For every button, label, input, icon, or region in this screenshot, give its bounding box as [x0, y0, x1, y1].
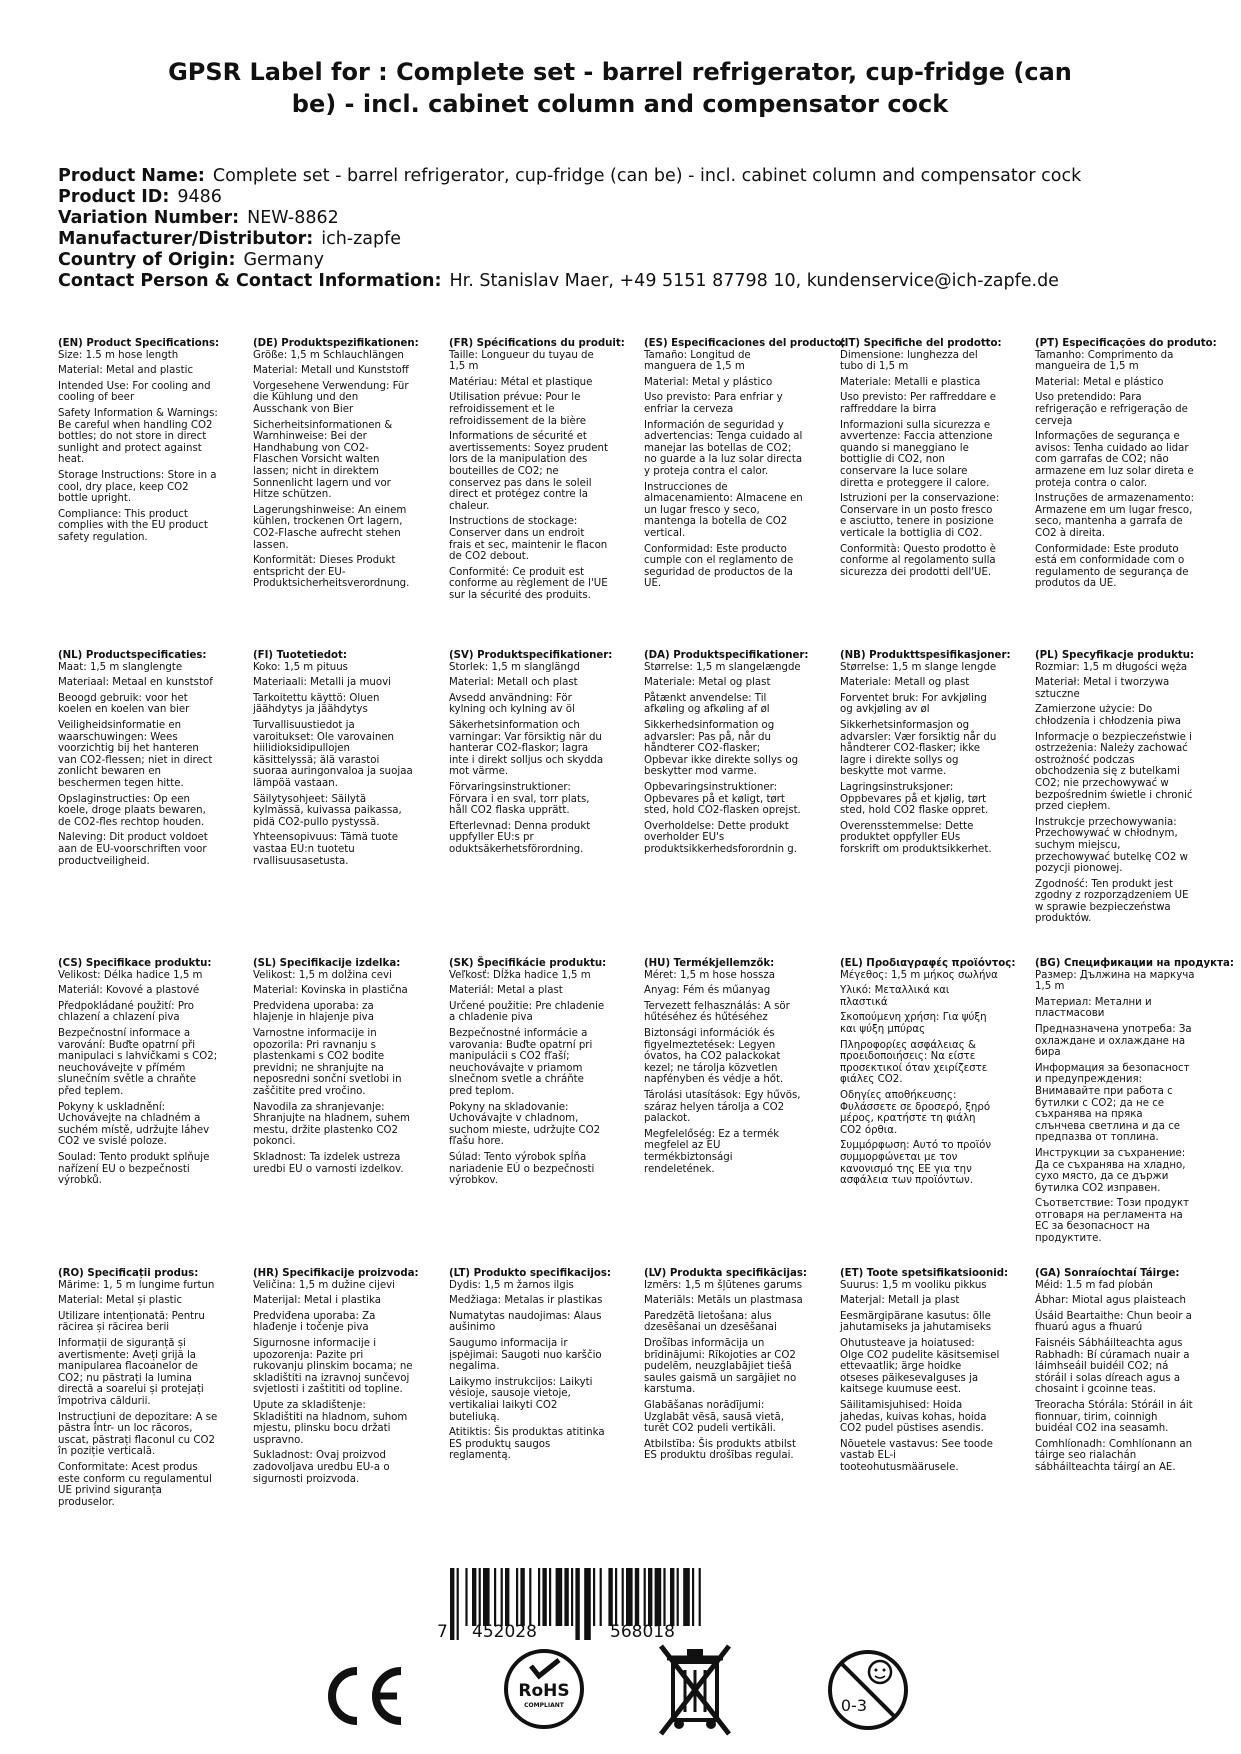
spec-item: Påtænkt anvendelse: Til afkøling og afkøling af øl — [644, 692, 770, 716]
spec-item: Taille: Longueur du tuyau de 1,5 m — [449, 349, 594, 373]
spec-item: Materiaal: Metaal en kunststof — [58, 677, 213, 689]
barcode-bar — [644, 1568, 646, 1626]
spec-item: Instrucțiuni de depozitare: A se păstra într- un loc răcoros, uscat, păstrați flaconul cu CO2 în poziție verticală. — [58, 1411, 218, 1458]
info-label: Product Name: — [58, 166, 205, 186]
spec-item: Súlad: Tento výrobok spĺňa nariadenie EÚ o bezpečnosti výrobkov. — [449, 1151, 595, 1187]
spec-item: Tamanho: Comprimento da mangueira de 1,5 m — [1035, 349, 1174, 373]
spec-item: Naleving: Dit product voldoet aan de EU-voorschriften voor productveiligheid. — [58, 832, 208, 867]
spec-block — [449, 1268, 609, 1466]
contact-row — [58, 271, 1208, 292]
spec-item: Předpokládané použití: Pro chlazení a chlazení piva — [58, 1000, 194, 1024]
spec-block — [58, 650, 218, 871]
spec-item: Méid: 1.5 m fad píobán — [1035, 1279, 1153, 1291]
barcode-bar — [494, 1568, 496, 1626]
spec-item: Veiligheidsinformatie en waarschuwingen: Wees voorzichtig bij het hanteren van CO2-flessen; niet in direct zonlicht bewaren en beschermen tegen hitte. — [58, 719, 213, 789]
spec-heading: (GA) Sonraíochtaí Táirge: — [1035, 1268, 1180, 1279]
rohs-compliant-icon — [503, 1648, 585, 1730]
info-label: Country of Origin: — [58, 250, 236, 270]
spec-item: Размер: Дължина на маркуча 1,5 m — [1035, 969, 1195, 993]
spec-block — [1035, 338, 1217, 594]
spec-block — [644, 650, 809, 860]
spec-item: Storlek: 1,5 m slanglängd — [449, 661, 580, 673]
spec-item: Materiał: Metal i tworzywa sztuczne — [1035, 677, 1170, 700]
spec-item: Material: Metal și plastic — [58, 1295, 183, 1307]
page-title: GPSR Label for : Complete set - barrel refrigerator, cup-fridge (can be) - incl. cabinet column and compensator cock — [168, 58, 1072, 118]
spec-item: Numatytas naudojimas: Alaus aušinimo — [449, 1310, 602, 1334]
spec-item: Lagerungshinweise: An einem kühlen, trockenen Ort lagern, CO2-Flasche aufrecht stehen lassen. — [253, 504, 407, 551]
barcode-bar — [450, 1568, 454, 1640]
spec-item: Størrelse: 1,5 m slangelængde — [644, 661, 801, 673]
spec-item: Οδηγίες αποθήκευσης: Φυλάσσετε σε δροσερό, ξηρό μέρος, κρατήστε τη φιάλη CO2 όρθια. — [840, 1089, 991, 1136]
spec-item: Tárolási utasítások: Egy hűvös, száraz helyen tárolja a CO2 palackot. — [644, 1089, 801, 1125]
spec-heading: (DE) Produktspezifikationen: — [253, 338, 419, 349]
spec-item: Úsáid Beartaithe: Chun beoir a fhuarú agus a fhuarú — [1035, 1310, 1192, 1334]
spec-item: Overensstemmelse: Dette produktet oppfyller EUs forskrift om produktsikkerhet. — [840, 820, 992, 855]
spec-item: Varnostne informacije in opozorila: Pri ravnanju s plastenkami s CO2 bodite previdni; ne shranjujte na neposredni sončni svetlobi in zaščitite pred vročino. — [253, 1027, 402, 1097]
barcode-bar — [648, 1568, 652, 1626]
barcode-bar — [457, 1568, 459, 1640]
spec-item: Drošības informācija un brīdinājumi: Rīkojoties ar CO2 pudelēm, neuzglabājiet tiešā saules gaismā un sargājiet no karstuma. — [644, 1337, 797, 1396]
spec-item: Saugumo informacija ir įspėjimai: Saugoti nuo karščio negalima. — [449, 1337, 602, 1373]
spec-item: Informazioni sulla sicurezza e avvertenze: Faccia attenzione quando si maneggiano le bottiglie di CO2, non conservare la luce solare diretta e proteggere il calore. — [840, 419, 993, 489]
spec-item: Instrucciones de almacenamiento: Almacene en un lugar fresco y seco, mantenga la botella de CO2 vertical. — [644, 481, 803, 539]
spec-item: Megfelelőség: Ez a termék megfelel az EU termékbiztonsági rendeletének. — [644, 1128, 780, 1175]
info-value: 9486 — [177, 187, 222, 207]
spec-block — [840, 338, 1000, 582]
spec-item: Conformidad: Este producto cumple con el reglamento de seguridad de productos de la UE. — [644, 543, 794, 590]
spec-item: Opslaginstructies: Op een koele, droge plaats bewaren, de CO2-fles rechtop houden. — [58, 793, 206, 828]
spec-item: Uso pretendido: Para refrigeração e refrigeração de cerveja — [1035, 392, 1188, 427]
barcode-bar — [683, 1568, 690, 1626]
spec-item: Eesmärgipärane kasutus: õlle jahutamiseks ja jahutamiseks — [840, 1310, 992, 1334]
spec-item: Conformità: Questo prodotto è conforme al regolamento sulla sicurezza dei prodotti dell'UE. — [840, 543, 996, 578]
age-label: 0-3 — [840, 1696, 868, 1715]
spec-item: Comhlíonadh: Comhlíonann an táirge seo rialachán sábháilteachta táirgí an AE. — [1035, 1438, 1193, 1473]
spec-item: Instruções de armazenamento: Armazene em um lugar fresco, seco, mantenha a garrafa de CO2 à direita. — [1035, 493, 1195, 539]
spec-item: Paredzētā lietošana: alus dzesēšanai un dzesēšanai — [644, 1310, 777, 1334]
spec-item: Bezpečnostní informace a varování: Buďte opatrní při manipulaci s lahvičkami s CO2; neuchovávejte v přímém slunečním světle a chraňte před teplem. — [58, 1027, 218, 1097]
spec-block — [840, 1268, 1009, 1478]
spec-block — [253, 958, 413, 1179]
spec-heading: (SK) Špecifikácie produktu: — [449, 958, 607, 969]
spec-item: Beoogd gebruik: voor het koelen en koelen van bier — [58, 692, 190, 716]
spec-heading: (SV) Produktspecifikationer: — [449, 650, 613, 661]
spec-block — [58, 958, 218, 1191]
spec-block — [644, 1268, 807, 1466]
manufacturer-row — [58, 229, 1208, 250]
barcode-bar — [516, 1568, 518, 1626]
spec-item: Säilitamisjuhised: Hoida jahedas, kuivas kohas, hoida CO2 pudel püstises asendis. — [840, 1399, 987, 1435]
spec-item: Pokyny k uskladnění: Uchovávejte na chladném a suchém místě, udržujte láhev CO2 ve svislé poloze. — [58, 1101, 210, 1148]
spec-block — [840, 650, 1011, 860]
spec-heading: (BG) Спецификации на продукта: — [1035, 958, 1234, 969]
spec-item: Materiaali: Metalli ja muovi — [253, 677, 391, 689]
info-value: Complete set - barrel refrigerator, cup-fridge (can be) - incl. cabinet column and compensator cock — [212, 166, 1082, 186]
spec-item: Turvallisuustiedot ja varoitukset: Ole varovainen hiilidioksidipullojen käsittelyssä; älä varastoi suoraa auringonvaloa ja suojaa lämpöä vastaan. — [253, 719, 413, 789]
spec-item: Materijal: Metal i plastika — [253, 1295, 381, 1307]
spec-item: Conformitate: Acest produs este conform cu regulamentul UE privind siguranța produselor. — [58, 1461, 212, 1508]
spec-item: Safety Information & Warnings: Be careful when handling CO2 bottles; do not store in direct sunlight and protect against heat. — [58, 407, 218, 466]
barcode-bar — [593, 1568, 595, 1626]
spec-block — [449, 958, 609, 1191]
spec-item: Sigurnosne informacije i upozorenja: Pazite pri rukovanju plinskim bocama; ne skladištiti na izravnoj sunčevoj svjetlosti i zaštititi od topline. — [253, 1337, 413, 1396]
spec-block — [1035, 1268, 1195, 1478]
spec-item: Предназначена употреба: За охлаждане и охлаждане на бира — [1035, 1023, 1192, 1059]
spec-block — [253, 1268, 419, 1489]
spec-item: Dimensione: lunghezza del tubo di 1,5 m — [840, 349, 978, 373]
barcode-bar — [520, 1568, 524, 1626]
spec-item: Materiale: Metall og plast — [840, 677, 970, 689]
barcode-digits-middle: 452028 — [472, 1622, 537, 1642]
spec-item: Skladnost: Ta izdelek ustreza uredbi EU o varnosti izdelkov. — [253, 1151, 404, 1175]
barcode-bar — [538, 1568, 540, 1626]
spec-item: Materiál: Metal a plast — [449, 985, 563, 997]
spec-block — [253, 338, 419, 594]
spec-item: Mărime: 1, 5 m lungime furtun — [58, 1279, 215, 1291]
barcode-bar — [608, 1568, 612, 1626]
spec-item: Material: Metal and plastic — [58, 365, 194, 377]
spec-item: Uso previsto: Per raffreddare e raffreddare la birra — [840, 392, 997, 415]
spec-item: Информация за безопасност и предупреждения: Внимавайте при работа с бутилки с CO2; да не се съхранява на пряка слънчева светлина и да се предпазва от топлина. — [1035, 1062, 1190, 1144]
spec-item: Σκοπούμενη χρήση: Για ψύξη και ψύξη μπύρας — [840, 1012, 987, 1035]
info-label: Manufacturer/Distributor: — [58, 229, 314, 249]
spec-item: Overholdelse: Dette produkt overholder EU's produktsikkerhedsforordnin g. — [644, 820, 798, 855]
barcode-bar — [699, 1568, 701, 1626]
barcode-digits-left: 7 — [437, 1622, 448, 1642]
spec-item: Tarkoitettu käyttö: Oluen jäähdytys ja jäähdytys — [253, 692, 380, 716]
barcode-bar — [501, 1568, 503, 1626]
spec-item: Säkerhetsinformation och varningar: Var försiktig när du hanterar CO2-flaskor; lagra inte i direkt solljus och skydda mot värme. — [449, 719, 604, 778]
spec-item: Medžiaga: Metalas ir plastikas — [449, 1295, 603, 1307]
spec-heading: (EN) Product Specifications: — [58, 338, 220, 349]
spec-item: Efterlevnad: Denna produkt uppfyller EU:s pr oduktsäkerhetsförordning. — [449, 820, 591, 855]
info-value: Hr. Stanislav Maer, +49 5151 87798 10, kundenservice@ich-zapfe.de — [449, 271, 1059, 291]
spec-block — [840, 958, 1016, 1191]
spec-heading: (LT) Produkto specifikacijos: — [449, 1268, 611, 1279]
spec-item: Forventet bruk: For avkjøling og avkjøling av øl — [840, 692, 987, 716]
spec-item: Velikost: Délka hadice 1,5 m — [58, 969, 203, 981]
spec-item: Matériau: Métal et plastique — [449, 376, 593, 388]
barcode-bar — [479, 1568, 481, 1626]
spec-item: Sicherheitsinformationen & Warnhinweise: Bei der Handhabung von CO2-Flaschen Vorsicht walten lassen; nicht in direktem Sonnenlicht lagern und vor Hitze schützen. — [253, 419, 393, 501]
spec-item: Größe: 1,5 m Schlauchlängen — [253, 349, 404, 361]
spec-item: Förvaringsinstruktioner: Förvara i en sval, torr plats, håll CO2 flaska upprätt. — [449, 781, 590, 817]
spec-item: Faisnéis Sábháilteachta agus Rabhadh: Bí cúramach nuair a láimhseáil buidéil CO2; ná stóráil i solas díreach agus a chosaint i gcoinne teas. — [1035, 1337, 1190, 1396]
barcode-bar — [622, 1568, 624, 1626]
spec-item: Storage Instructions: Store in a cool, dry place, keep CO2 bottle upright. — [58, 469, 217, 505]
barcode-digits-right: 568018 — [610, 1622, 675, 1642]
spec-item: Soulad: Tento produkt splňuje nařízení EU o bezpečnosti výrobků. — [58, 1151, 210, 1187]
spec-item: Upute za skladištenje: Skladištiti na hladnom, suhom mjestu, plinsku bocu držati uspravno. — [253, 1399, 408, 1446]
spec-item: Predviđena uporaba: Za hlađenje i točenje piva — [253, 1310, 376, 1334]
barcode-bar — [505, 1568, 509, 1626]
spec-block — [58, 1268, 218, 1512]
spec-item: Suurus: 1,5 m vooliku pikkus — [840, 1279, 987, 1291]
barcode-bar — [575, 1568, 579, 1640]
spec-item: Συμμόρφωση: Αυτό το προϊόν συμμορφώνεται με τον κανονισμό της ΕΕ για την ασφάλεια των προϊόντων. — [840, 1140, 992, 1187]
barcode-bar — [635, 1568, 639, 1626]
spec-item: Sikkerhetsinformasjon og advarsler: Vær forsiktig når du håndterer CO2-flasker; ikke lagre i direkte sollys og beskytte mot varme. — [840, 719, 997, 778]
info-value: Germany — [243, 250, 324, 270]
spec-item: Tamaño: Longitud de manguera de 1,5 m — [644, 349, 751, 373]
spec-item: Utilisation prévue: Pour le refroidissement et le refroidissement de la bière — [449, 392, 586, 427]
info-label: Product ID: — [58, 187, 170, 207]
spec-item: Predvidena uporaba: za hlajenje in hlajenje piva — [253, 1000, 374, 1024]
product-id-row — [58, 187, 1208, 208]
ce-mark-icon — [323, 1665, 405, 1727]
spec-item: Avsedd användning: För kylning och kylning av öl — [449, 692, 575, 716]
spec-heading: (DA) Produktspecifikationer: — [644, 650, 809, 661]
spec-heading: (RO) Specificații produs: — [58, 1268, 199, 1279]
spec-item: Určené použitie: Pre chladenie a chladenie piva — [449, 1000, 605, 1024]
barcode-bar — [571, 1568, 573, 1626]
spec-item: Instructions de stockage: Conserver dans un endroit frais et sec, maintenir le flacon de CO2 debout. — [449, 516, 608, 563]
info-label: Variation Number: — [58, 208, 240, 228]
spec-item: Säilytysohjeet: Säilytä kylmässä, kuivassa paikassa, pidä CO2-pullo pystyssä. — [253, 793, 402, 828]
spec-item: Υλικό: Μεταλλικά και πλαστικά — [840, 985, 950, 1008]
spec-block — [644, 338, 846, 594]
spec-item: Informations de sécurité et avertissements: Soyez prudent lors de la manipulation des bouteilles de CO2; ne conservez pas dans le soleil direct et protégez contre la chaleur. — [449, 431, 608, 512]
spec-item: Material: Metall und Kunststoff — [253, 365, 409, 377]
barcode-bar — [564, 1568, 568, 1626]
spec-item: Glabāšanas norādījumi: Uzglabāt vēsā, sausā vietā, turēt CO2 pudeli vertikāli. — [644, 1399, 785, 1435]
spec-heading: (EL) Προδιαγραφές προϊόντος: — [840, 958, 1016, 969]
spec-item: Ábhar: Miotal agus plaisteach — [1035, 1295, 1186, 1307]
spec-item: Veličina: 1,5 m dužine cijevi — [253, 1279, 395, 1291]
info-label: Contact Person & Contact Information: — [58, 271, 442, 291]
spec-item: Informações de segurança e avisos: Tenha cuidado ao lidar com garrafas de CO2; não armazene em luz solar direta e proteja contra o calor. — [1035, 431, 1194, 489]
spec-heading: (ET) Toote spetsifikatsioonid: — [840, 1268, 1009, 1279]
spec-block — [253, 650, 413, 871]
spec-item: Intended Use: For cooling and cooling of beer — [58, 380, 211, 404]
spec-item: Informacje o bezpieczeństwie i ostrzeżenia: Należy zachować ostrożność podczas obchodzenia się z butelkami CO2; nie przechowywać w bezpośrednim świetle i chronić przed ciepłem. — [1035, 731, 1193, 813]
spec-item: Материал: Метални и пластмасови — [1035, 996, 1152, 1020]
spec-item: Μέγεθος: 1,5 m μήκος σωλήνα — [840, 969, 998, 981]
spec-item: Sukladnost: Ovaj proizvod zadovoljava uredbu EU-a o sigurnosti proizvoda. — [253, 1450, 390, 1485]
spec-heading: (PL) Specyfikacje produktu: — [1035, 650, 1195, 661]
barcode-bar — [655, 1568, 662, 1626]
spec-item: Uso previsto: Para enfriar y enfriar la cerveza — [644, 392, 783, 415]
spec-item: Bezpečnostné informácie a varovania: Buďte opatrní pri manipulácii s CO2 fľaší; neuchovávajte v priamom slnečnom svetle a chráňte pred teplom. — [449, 1027, 593, 1097]
spec-item: Conformidade: Este produto está em conformidade com o regulamento de segurança de produtos da UE. — [1035, 543, 1189, 590]
spec-block — [1035, 958, 1234, 1249]
spec-block — [449, 338, 625, 605]
spec-item: Materiál: Kovové a plastové — [58, 985, 200, 997]
barcode-bar — [465, 1568, 467, 1626]
product-name-row — [58, 166, 1208, 187]
spec-item: Biztonsági információk és figyelmeztetések: Legyen óvatos, ha CO2 palackokat kezel; ne tárolja közvetlen napfényben és védje a hőt. — [644, 1027, 784, 1086]
spec-item: Size: 1.5 m hose length — [58, 349, 179, 361]
barcode-bar — [677, 1568, 679, 1626]
spec-block — [644, 958, 804, 1179]
spec-heading: (FI) Tuotetiedot: — [253, 650, 347, 661]
spec-item: Izmērs: 1,5 m šļūtenes garums — [644, 1279, 803, 1291]
spec-item: Dydis: 1,5 m žarnos ilgis — [449, 1279, 574, 1291]
spec-heading: (LV) Produkta specifikācijas: — [644, 1268, 807, 1279]
spec-item: Vorgesehene Verwendung: Für die Kühlung und den Ausschank von Bier — [253, 380, 409, 415]
spec-item: Sikkerhedsinformation og advarsler: Pas på, når du håndterer CO2-flasker; Opbevar ikke direkte sollys og beskytter mod varme. — [644, 719, 799, 778]
spec-heading: (ES) Especificaciones del producto: — [644, 338, 846, 349]
spec-item: Konformität: Dieses Produkt entspricht der EU-Produktsicherheitsverordnung. — [253, 555, 410, 590]
spec-item: Инструкции за съхранение: Да се съхранява на хладно, сухо място, да се държи бутилка CO2 изправен. — [1035, 1147, 1186, 1194]
barcode-bar — [472, 1568, 476, 1626]
spec-block — [449, 650, 613, 860]
barcode-bar — [529, 1568, 531, 1626]
spec-heading: (NL) Productspecificaties: — [58, 650, 207, 661]
spec-item: Istruzioni per la conservazione: Conservare in un posto fresco e asciutto, tenere in posizione verticale la bottiglia di CO2. — [840, 493, 1000, 539]
barcode-bar — [670, 1568, 674, 1626]
spec-item: Conformité: Ce produit est conforme au règlement de l'UE sur la sécurité des produits. — [449, 566, 608, 601]
rohs-compliant-label: COMPLIANT — [524, 1702, 564, 1709]
spec-item: Maat: 1,5 m slanglengte — [58, 661, 183, 673]
spec-item: Materiale: Metal og plast — [644, 677, 771, 689]
spec-item: Съответствие: Този продукт отговаря на регламента на ЕС за безопасност на продуктите. — [1035, 1198, 1190, 1245]
barcode-bar — [626, 1568, 633, 1626]
spec-item: Informații de siguranță și avertismente: Aveți grijă la manipularea flacoanelor de CO2; nu păstrați la lumina directă a soarelui și protejați împotriva căldurii. — [58, 1337, 204, 1407]
spec-item: Material: Metal y plástico — [644, 376, 773, 388]
spec-item: Navodila za shranjevanje: Shranjujte na hladnem, suhem mestu, držite plastenko CO2 pokonci. — [253, 1101, 410, 1148]
spec-heading: (CS) Specifikace produktu: — [58, 958, 212, 969]
spec-heading: (IT) Specifiche del prodotto: — [840, 338, 1002, 349]
spec-item: Información de seguridad y advertencias: Tenga cuidado al manejar las botellas de CO2; no guarde a la luz solar directa y proteja contra el calor. — [644, 419, 803, 477]
spec-item: Atitiktis: Šis produktas atitinka ES produktų saugos reglamentą. — [449, 1427, 605, 1462]
spec-item: Materiāls: Metāls un plastmasa — [644, 1295, 803, 1307]
spec-heading: (NB) Produkttspesifikasjoner: — [840, 650, 1011, 661]
barcode-bar — [615, 1568, 617, 1626]
spec-item: Material: Metall och plast — [449, 677, 578, 689]
spec-heading: (HR) Specifikacije proizvoda: — [253, 1268, 419, 1279]
spec-item: Utilizare intenționată: Pentru răcirea și răcirea berii — [58, 1310, 205, 1334]
country-of-origin-row — [58, 250, 1208, 271]
spec-heading: (HU) Termékjellemzők: — [644, 958, 775, 969]
barcode-bar — [556, 1568, 563, 1626]
spec-item: Koko: 1,5 m pituus — [253, 661, 348, 673]
spec-item: Ohutusteave ja hoiatused: Olge CO2 pudelite käsitsemisel ettevaatlik; ärge hoidke otseses päikesevalguses ja kaitsege kuumuse eest. — [840, 1337, 1000, 1396]
spec-item: Pokyny na skladovanie: Uchovávajte v chladnom, suchom mieste, udržujte CO2 fľašu hore. — [449, 1101, 601, 1148]
spec-item: Zgodność: Ten produkt jest zgodny z rozporządzeniem UE w sprawie bezpieczeństwa produktów. — [1035, 878, 1189, 925]
barcode-bar — [584, 1568, 591, 1640]
spec-item: Zamierzone użycie: Do chłodzenia i chłodzenia piwa — [1035, 704, 1182, 727]
barcode-bar — [483, 1568, 490, 1626]
variation-number-row — [58, 208, 1208, 229]
spec-item: Materiale: Metalli e plastica — [840, 376, 981, 388]
spec-item: Laikymo instrukcijos: Laikyti vėsioje, sausoje vietoje, vertikaliai laikyti CO2 buteliuką. — [449, 1376, 593, 1423]
weee-crossed-bin-icon — [655, 1640, 735, 1738]
spec-heading: (PT) Especificações do produto: — [1035, 338, 1217, 349]
barcode-bar — [663, 1568, 665, 1626]
info-value: NEW-8862 — [247, 208, 339, 228]
spec-item: Materjal: Metall ja plast — [840, 1295, 960, 1307]
spec-item: Lagringsinstruksjoner: Oppbevares på et kjølig, tørt sted, hold CO2 flaske oppret. — [840, 781, 989, 817]
spec-item: Rozmiar: 1,5 m długości węża — [1035, 661, 1188, 673]
product-info — [58, 166, 1208, 292]
spec-block — [58, 338, 218, 548]
spec-item: Instrukcje przechowywania: Przechowywać w chłodnym, suchym miejscu, przechowywać butelkę CO2 w pozycji pionowej. — [1035, 816, 1188, 875]
spec-item: Størrelse: 1,5 m slange lengde — [840, 661, 997, 673]
spec-item: Material: Metal e plástico — [1035, 376, 1164, 388]
barcode-bar — [600, 1568, 602, 1626]
not-for-children-0-3-icon — [826, 1648, 910, 1732]
spec-item: Material: Kovinska in plastična — [253, 985, 408, 997]
barcode-bar — [542, 1568, 546, 1626]
barcode-bar — [549, 1568, 551, 1626]
spec-item: Treoracha Stórála: Stóráil in áit fionnuar, tirim, coinnigh buidéal CO2 ina seasamh. — [1035, 1399, 1193, 1435]
spec-item: Veľkosť: Dĺžka hadice 1,5 m — [449, 969, 591, 981]
spec-item: Nõuetele vastavus: See toode vastab EL-i tooteohutusmäärusele. — [840, 1438, 993, 1473]
spec-block — [1035, 650, 1195, 929]
spec-item: Velikost: 1,5 m dolžina cevi — [253, 969, 392, 981]
spec-item: Πληροφορίες ασφάλειας & προειδοποιήσεις: Να είστε προσεκτικοί όταν χειρίζεστε φιάλες CO2. — [840, 1039, 988, 1086]
spec-item: Compliance: This product complies with the EU product safety regulation. — [58, 508, 208, 543]
spec-heading: (SL) Specifikacije izdelka: — [253, 958, 401, 969]
info-value: ich-zapfe — [321, 229, 402, 249]
spec-item: Opbevaringsinstruktioner: Opbevares på et køligt, tørt sted, hold CO2-flasken oprejst. — [644, 781, 801, 817]
rohs-label: RoHS — [518, 1681, 570, 1701]
spec-item: Méret: 1,5 m hose hossza — [644, 969, 775, 981]
spec-item: Yhteensopivuus: Tämä tuote vastaa EU:n tuotetu rvallisuusasetusta. — [253, 832, 399, 867]
spec-item: Tervezett felhasználás: A sör hűtéséhez és hűtéséhez — [644, 1000, 790, 1024]
spec-item: Atbilstība: Šis produkts atbilst ES produktu drošības regulai. — [644, 1438, 796, 1462]
spec-heading: (FR) Spécifications du produit: — [449, 338, 625, 349]
barcode-bar — [692, 1568, 694, 1626]
spec-item: Anyag: Fém és műanyag — [644, 985, 771, 997]
